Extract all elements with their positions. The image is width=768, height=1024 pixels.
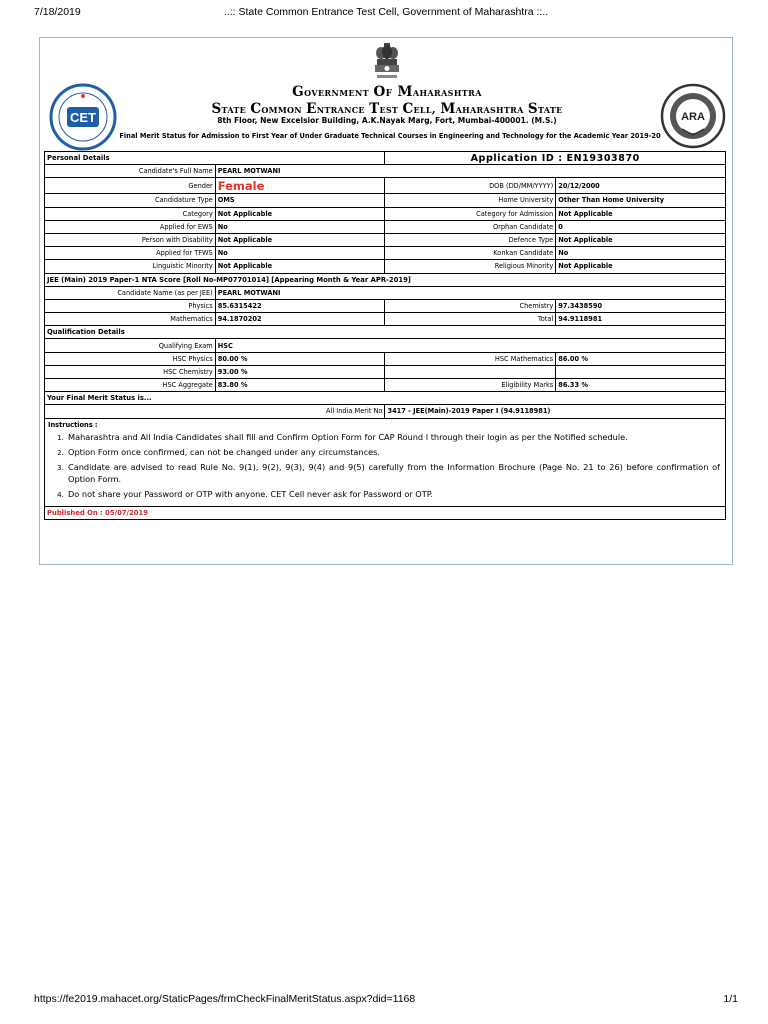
field-label: Applied for EWS xyxy=(45,220,216,233)
published-date: Published On : 05/07/2019 xyxy=(45,506,726,519)
table-row xyxy=(45,418,726,506)
instructions-block xyxy=(45,418,726,506)
jee-candidate-name: PEARL MOTWANI xyxy=(215,286,725,299)
field-label: Orphan Candidate xyxy=(385,220,556,233)
personal-details-heading: Personal Details xyxy=(45,152,385,165)
table-row xyxy=(45,326,726,339)
field-label: Linguistic Minority xyxy=(45,260,216,273)
physics-score: 85.6315422 xyxy=(215,299,385,312)
jee-score-heading: JEE (Main) 2019 Paper-1 NTA Score [Roll No-MP07701014] [Appearing Month & Year APR-2019] xyxy=(45,273,726,286)
gender-value: Female xyxy=(217,178,265,193)
field-label: DOB (DD/MM/YYYY) xyxy=(385,178,556,194)
field-label: HSC Mathematics xyxy=(385,352,556,365)
merit-status-page xyxy=(39,37,733,565)
field-label: Chemistry xyxy=(385,299,556,312)
field-label: Gender xyxy=(45,178,216,194)
field-label: Applied for TFWS xyxy=(45,247,216,260)
table-row xyxy=(45,152,726,165)
orphan-value: 0 xyxy=(556,220,726,233)
table-row xyxy=(45,207,726,220)
field-label: Candidate Name (as per JEE) xyxy=(45,286,216,299)
category-admission-value: Not Applicable xyxy=(556,207,726,220)
field-label: Defence Type xyxy=(385,233,556,246)
table-row xyxy=(45,313,726,326)
table-row xyxy=(45,273,726,286)
defence-value: Not Applicable xyxy=(556,233,726,246)
eligibility-marks-value: 86.33 % xyxy=(556,379,726,392)
field-label: Konkan Candidate xyxy=(385,247,556,260)
field-label: Category for Admission xyxy=(385,207,556,220)
all-india-merit-value: 3417 - JEE(Main)-2019 Paper I (94.9118981) xyxy=(385,405,726,418)
field-label: Religious Minority xyxy=(385,260,556,273)
ews-value: No xyxy=(215,220,385,233)
state-emblem-icon xyxy=(371,41,403,81)
table-row xyxy=(45,339,726,352)
field-label: Qualifying Exam xyxy=(45,339,216,352)
table-row xyxy=(45,506,726,519)
instruction-item: 1. Maharashtra and All India Candidates shall fill and Confirm Option Form for CAP Round I through their login as per the Notified schedule. xyxy=(66,431,720,443)
print-url: https://fe2019.mahacet.org/StaticPages/frmCheckFinalMeritStatus.aspx?did=1168 xyxy=(34,993,416,1005)
category-value: Not Applicable xyxy=(215,207,385,220)
government-title: Government Of Maharashtra xyxy=(292,84,482,100)
disability-value: Not Applicable xyxy=(215,233,385,246)
cet-logo-text: CET xyxy=(70,110,96,125)
field-label: Candidate's Full Name xyxy=(45,165,216,178)
hsc-aggregate-value: 83.80 % xyxy=(215,379,385,392)
cet-cell-title: State Common Entrance Test Cell, Maharashtra State xyxy=(211,101,563,117)
field-label: Candidature Type xyxy=(45,194,216,207)
field-label: Physics xyxy=(45,299,216,312)
print-page-number: 1/1 xyxy=(723,993,738,1005)
hsc-mathematics-value: 86.00 % xyxy=(556,352,726,365)
table-row xyxy=(45,247,726,260)
print-page-title: ..:: State Common Entrance Test Cell, Government of Maharashtra ::.. xyxy=(223,6,549,18)
field-label: Total xyxy=(385,313,556,326)
tfws-value: No xyxy=(215,247,385,260)
candidate-full-name: PEARL MOTWANI xyxy=(215,165,725,178)
instruction-item: 3. Candidate are advised to read Rule No. 9(1), 9(2), 9(3), 9(4) and 9(5) carefully from the Information Brochure (Page No. 21 to 26) before confirmation of Option Form. xyxy=(66,461,720,485)
ara-logo-text: ARA xyxy=(681,111,705,123)
linguistic-minority-value: Not Applicable xyxy=(215,260,385,273)
field-label: HSC Chemistry xyxy=(45,365,216,378)
candidature-value: OMS xyxy=(215,194,385,207)
table-row xyxy=(45,405,726,418)
merit-heading: Final Merit Status for Admission to First Year of Under Graduate Technical Courses in Engineering and Technology for the Academic Year 2019-20 xyxy=(119,132,661,140)
field-label: Person with Disability xyxy=(45,233,216,246)
field-label: All India Merit No xyxy=(45,405,385,418)
total-score: 94.9118981 xyxy=(556,313,726,326)
qualifying-exam-value: HSC xyxy=(215,339,725,352)
table-row xyxy=(45,178,726,194)
print-footer xyxy=(34,993,738,1007)
konkan-value: No xyxy=(556,247,726,260)
hsc-physics-value: 80.00 % xyxy=(215,352,385,365)
hsc-chemistry-value: 93.00 % xyxy=(215,365,385,378)
table-row xyxy=(45,194,726,207)
religious-minority-value: Not Applicable xyxy=(556,260,726,273)
home-university-value: Other Than Home University xyxy=(556,194,726,207)
table-row xyxy=(45,260,726,273)
table-row xyxy=(45,286,726,299)
field-label: Eligibility Marks xyxy=(385,379,556,392)
table-row xyxy=(45,299,726,312)
instruction-item: 4. Do not share your Password or OTP with anyone. CET Cell never ask for Password or OTP. xyxy=(66,488,720,500)
field-label: HSC Aggregate xyxy=(45,379,216,392)
field-label: Mathematics xyxy=(45,313,216,326)
field-label: Category xyxy=(45,207,216,220)
mathematics-score: 94.1870202 xyxy=(215,313,385,326)
instruction-item: 2. Option Form once confirmed, can not be changed under any circumstances. xyxy=(66,446,720,458)
table-row xyxy=(45,220,726,233)
table-row xyxy=(45,392,726,405)
chemistry-score: 97.3438590 xyxy=(556,299,726,312)
print-header xyxy=(34,6,738,20)
field-label: Home University xyxy=(385,194,556,207)
merit-status-table xyxy=(44,151,726,520)
dob-value: 20/12/2000 xyxy=(556,178,726,194)
final-merit-heading: Your Final Merit Status is... xyxy=(45,392,726,405)
application-id: Application ID : EN19303870 xyxy=(385,152,726,165)
office-address: 8th Floor, New Excelsior Building, A.K.Nayak Marg, Fort, Mumbai-400001. (M.S.) xyxy=(217,116,557,125)
table-row xyxy=(45,233,726,246)
table-row xyxy=(45,379,726,392)
qualification-heading: Qualification Details xyxy=(45,326,726,339)
instructions-list xyxy=(66,431,722,501)
table-row xyxy=(45,352,726,365)
field-label: HSC Physics xyxy=(45,352,216,365)
table-row xyxy=(45,365,726,378)
instructions-title: Instructions : xyxy=(48,420,98,429)
table-row xyxy=(45,165,726,178)
print-date: 7/18/2019 xyxy=(34,6,81,18)
